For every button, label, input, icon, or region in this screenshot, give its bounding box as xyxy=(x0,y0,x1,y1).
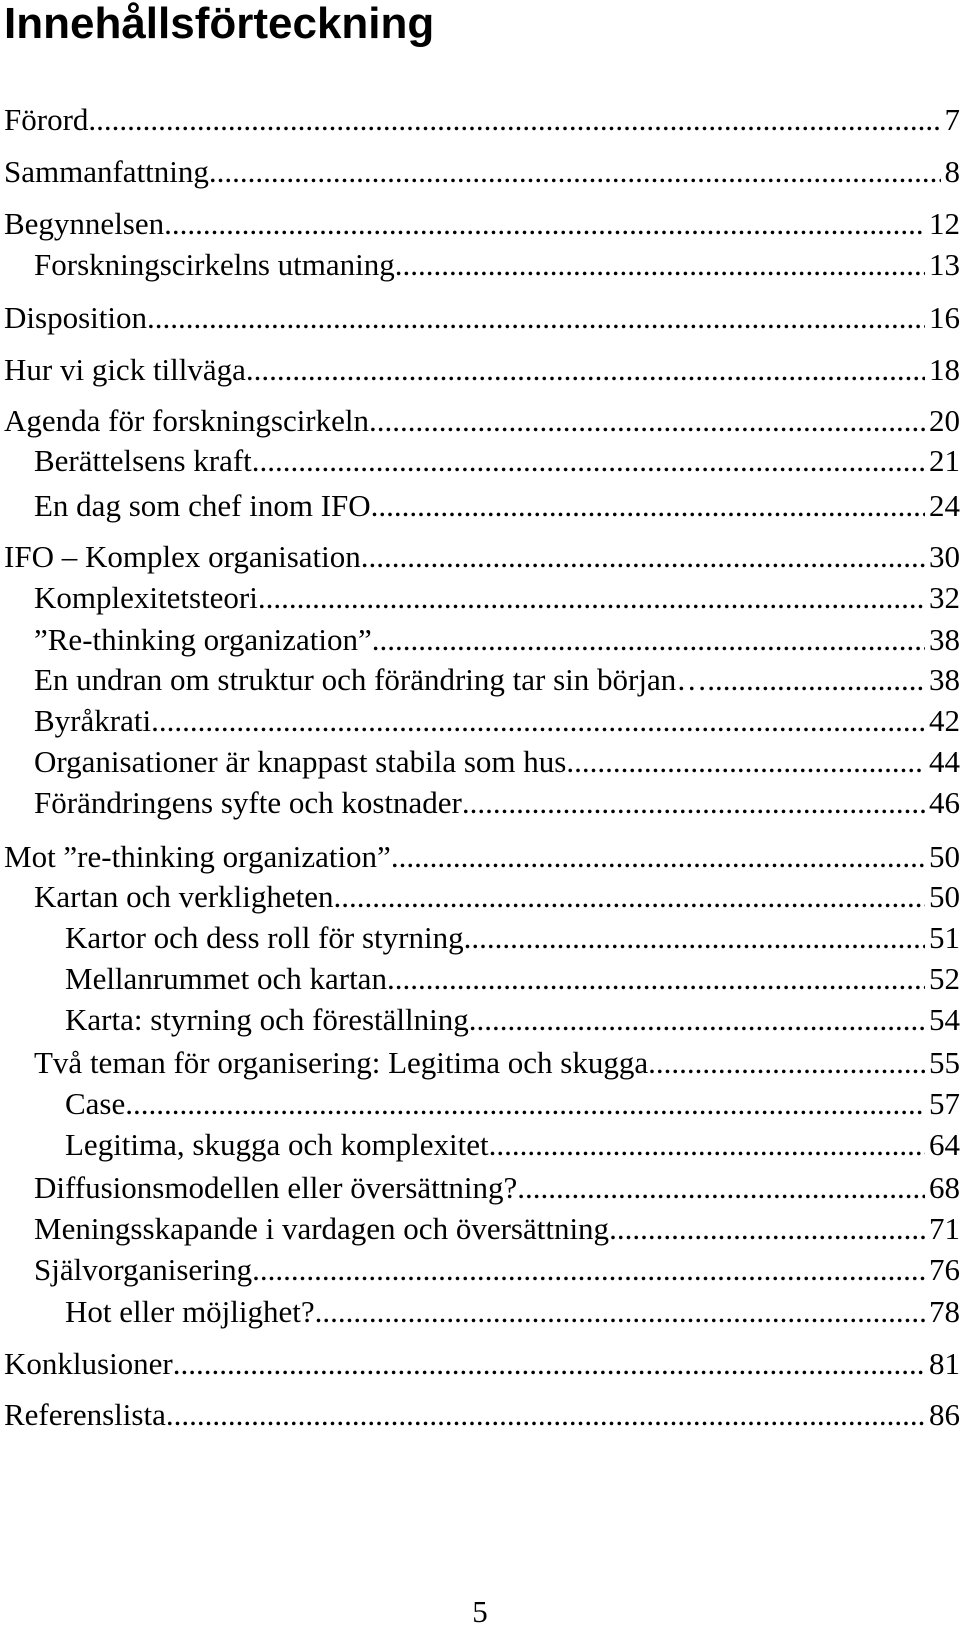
toc-dot-leader xyxy=(147,298,925,338)
toc-entry[interactable] xyxy=(34,660,960,700)
toc-entry-title: Disposition xyxy=(4,300,147,335)
toc-entry[interactable] xyxy=(34,1209,960,1249)
toc-dot-leader xyxy=(361,537,925,577)
toc-entry[interactable] xyxy=(34,877,960,917)
toc-entry-title: Hot eller möjlighet? xyxy=(65,1294,315,1329)
toc-dot-leader xyxy=(462,783,925,823)
toc-entry-page: 7 xyxy=(944,102,960,137)
toc-entry[interactable] xyxy=(4,100,960,140)
page-number: 5 xyxy=(472,1594,488,1629)
toc-dot-leader xyxy=(334,877,925,917)
toc-entry-page: 32 xyxy=(929,580,960,615)
toc-dot-leader xyxy=(252,1250,925,1290)
toc-entry-page: 52 xyxy=(929,961,960,996)
toc-entry-page: 50 xyxy=(929,879,960,914)
toc-dot-leader xyxy=(489,1125,925,1165)
toc-entry[interactable] xyxy=(34,1168,960,1208)
toc-entry[interactable] xyxy=(65,1125,960,1165)
toc-entry[interactable] xyxy=(34,1250,960,1290)
toc-entry[interactable] xyxy=(34,486,960,526)
toc-entry-title: Kartor och dess roll för styrning xyxy=(65,920,464,955)
toc-entry-page: 18 xyxy=(929,352,960,387)
toc-entry-title: Förändringens syfte och kostnader xyxy=(34,785,462,820)
toc-entry-page: 51 xyxy=(929,920,960,955)
toc-dot-leader xyxy=(369,401,925,441)
toc-entry-title: Två teman för organisering: Legitima och skugga xyxy=(34,1045,649,1080)
toc-entry-page: 38 xyxy=(929,662,960,697)
toc-entry[interactable] xyxy=(4,1344,960,1384)
toc-dot-leader xyxy=(151,701,925,741)
toc-entry[interactable] xyxy=(4,152,960,192)
toc-entry-page: 20 xyxy=(929,403,960,438)
toc-entry[interactable] xyxy=(4,837,960,877)
toc-entry-title: Organisationer är knappast stabila som hus xyxy=(34,744,567,779)
toc-entry-title: IFO – Komplex organisation xyxy=(4,539,361,574)
toc-dot-leader xyxy=(707,660,925,700)
toc-entry-title: Sammanfattning xyxy=(4,154,209,189)
toc-entry-page: 76 xyxy=(929,1252,960,1287)
toc-entry-page: 16 xyxy=(929,300,960,335)
toc-entry[interactable] xyxy=(65,1000,960,1040)
toc-entry-page: 86 xyxy=(929,1397,960,1432)
toc-entry-page: 64 xyxy=(929,1127,960,1162)
toc-entry-page: 68 xyxy=(929,1170,960,1205)
toc-dot-leader xyxy=(315,1292,925,1332)
toc-entry-title: Referenslista xyxy=(4,1397,166,1432)
toc-dot-leader xyxy=(209,152,941,192)
toc-entry-page: 46 xyxy=(929,785,960,820)
toc-entry-title: Mot ”re-thinking organization” xyxy=(4,839,391,874)
toc-entry-page: 54 xyxy=(929,1002,960,1037)
toc-dot-leader xyxy=(371,486,925,526)
toc-dot-leader xyxy=(372,620,925,660)
toc-entry[interactable] xyxy=(4,204,960,244)
toc-dot-leader xyxy=(164,204,925,244)
toc-dot-leader xyxy=(517,1168,925,1208)
toc-entry-page: 24 xyxy=(929,488,960,523)
toc-dot-leader xyxy=(566,742,925,782)
toc-entry-page: 81 xyxy=(929,1346,960,1381)
toc-entry-title: Förord xyxy=(4,102,89,137)
toc-dot-leader xyxy=(395,245,925,285)
toc-entry[interactable] xyxy=(34,742,960,782)
toc-entry-title: Begynnelsen xyxy=(4,206,165,241)
toc-entry-title: Konklusioner xyxy=(4,1346,173,1381)
toc-entry-title: Agenda för forskningscirkeln xyxy=(4,403,370,438)
toc-entry-title: Diffusionsmodellen eller översättning? xyxy=(34,1170,518,1205)
toc-entry[interactable] xyxy=(4,298,960,338)
toc-dot-leader xyxy=(469,1000,925,1040)
toc-entry-page: 8 xyxy=(944,154,960,189)
toc-dot-leader xyxy=(173,1344,925,1384)
toc-entry-page: 12 xyxy=(929,206,960,241)
toc-entry-page: 44 xyxy=(929,744,960,779)
toc-entry-title: Forskningscirkelns utmaning xyxy=(34,247,395,282)
toc-entry[interactable] xyxy=(34,1043,960,1083)
toc-dot-leader xyxy=(125,1084,925,1124)
toc-entry[interactable] xyxy=(4,537,960,577)
toc-entry-title: Hur vi gick tillväga xyxy=(4,352,246,387)
toc-dot-leader xyxy=(166,1395,925,1435)
toc-entry[interactable] xyxy=(65,1084,960,1124)
page-title: Innehållsförteckning xyxy=(4,0,435,48)
toc-entry-page: 38 xyxy=(929,622,960,657)
toc-entry[interactable] xyxy=(34,701,960,741)
toc-entry[interactable] xyxy=(34,783,960,823)
toc-entry[interactable] xyxy=(34,578,960,618)
toc-dot-leader xyxy=(258,578,925,618)
toc-dot-leader xyxy=(246,350,925,390)
toc-entry-title: Case xyxy=(65,1086,126,1121)
toc-entry-title: En dag som chef inom IFO xyxy=(34,488,371,523)
toc-entry[interactable] xyxy=(65,918,960,958)
toc-entry[interactable] xyxy=(34,245,960,285)
toc-entry[interactable] xyxy=(4,401,960,441)
toc-entry-title: Mellanrummet och kartan xyxy=(65,961,387,996)
toc-entry-page: 50 xyxy=(929,839,960,874)
toc-dot-leader xyxy=(391,837,925,877)
toc-entry-title: En undran om struktur och förändring tar sin början… xyxy=(34,662,708,697)
toc-entry-page: 21 xyxy=(929,443,960,478)
toc-dot-leader xyxy=(387,959,925,999)
toc-entry[interactable] xyxy=(65,1292,960,1332)
toc-dot-leader xyxy=(464,918,925,958)
toc-entry[interactable] xyxy=(34,441,960,481)
toc-entry-title: Byråkrati xyxy=(34,703,152,738)
toc-entry-title: Meningsskapande i vardagen och översättning xyxy=(34,1211,610,1246)
toc-entry-page: 42 xyxy=(929,703,960,738)
toc-dot-leader xyxy=(252,441,925,481)
toc-entry-page: 30 xyxy=(929,539,960,574)
toc-dot-leader xyxy=(88,100,940,140)
toc-entry-page: 71 xyxy=(929,1211,960,1246)
toc-entry-title: Komplexitetsteori xyxy=(34,580,258,615)
toc-entry-title: Självorganisering xyxy=(34,1252,253,1287)
toc-entry[interactable] xyxy=(34,620,960,660)
toc-entry-title: Kartan och verkligheten xyxy=(34,879,334,914)
toc-dot-leader xyxy=(609,1209,925,1249)
toc-entry[interactable] xyxy=(4,1395,960,1435)
toc-entry-title: ”Re-thinking organization” xyxy=(34,622,372,657)
toc-entry[interactable] xyxy=(4,350,960,390)
toc-entry-page: 13 xyxy=(929,247,960,282)
toc-entry-title: Karta: styrning och föreställning xyxy=(65,1002,469,1037)
toc-entry-page: 78 xyxy=(929,1294,960,1329)
toc-entry-page: 57 xyxy=(929,1086,960,1121)
toc-dot-leader xyxy=(648,1043,925,1083)
toc-entry-title: Berättelsens kraft xyxy=(34,443,252,478)
toc-entry-page: 55 xyxy=(929,1045,960,1080)
toc-entry-title: Legitima, skugga och komplexitet xyxy=(65,1127,489,1162)
toc-entry[interactable] xyxy=(65,959,960,999)
